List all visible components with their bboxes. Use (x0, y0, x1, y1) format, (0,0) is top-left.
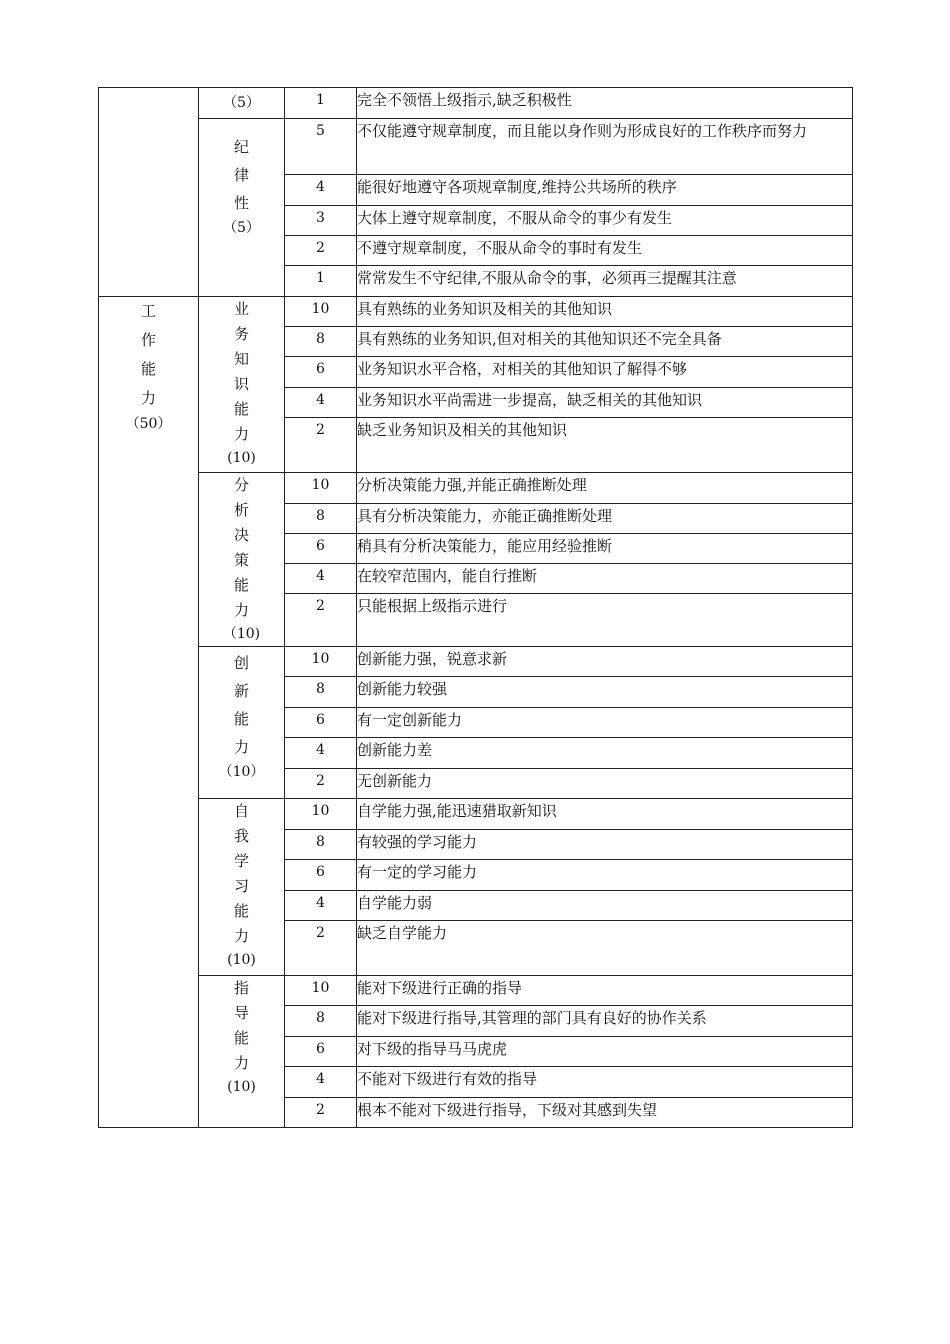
score-cell: 8 (285, 504, 357, 534)
score-cell: 8 (285, 327, 357, 357)
category-char: 作 (140, 331, 156, 349)
score-cell: 2 (285, 1098, 357, 1128)
score-cell: 2 (285, 236, 357, 266)
description-cell: 不仅能遵守规章制度，而且能以身作则为形成良好的工作秩序而努力 (357, 119, 853, 175)
table-row (99, 473, 853, 504)
score-cell: 8 (285, 830, 357, 860)
subcategory-weight: (10) (227, 952, 256, 968)
description-cell: 对下级的指导马马虎虎 (357, 1037, 853, 1067)
score-cell: 6 (285, 860, 357, 891)
subcategory-char: 力 (233, 738, 249, 756)
score-cell: 10 (285, 647, 357, 677)
subcategory-cell-selfstudy (199, 799, 285, 976)
description-cell: 只能根据上级指示进行 (357, 594, 853, 647)
category-cell-continued (99, 88, 199, 297)
subcategory-weight: (10) (227, 450, 256, 466)
description-cell: 能对下级进行指导,其管理的部门具有良好的协作关系 (357, 1006, 853, 1037)
score-cell: 6 (285, 1037, 357, 1067)
score-cell: 8 (285, 1006, 357, 1037)
subcategory-cell-analysis (199, 473, 285, 647)
subcategory-char: 能 (233, 400, 249, 418)
description-cell: 业务知识水平合格，对相关的其他知识了解得不够 (357, 357, 853, 388)
subcategory-weight: (10) (227, 1079, 256, 1095)
description-cell: 稍具有分析决策能力，能应用经验推断 (357, 534, 853, 564)
description-cell: 创新能力强，锐意求新 (357, 647, 853, 677)
description-cell: 自学能力弱 (357, 891, 853, 921)
subcategory-char: 力 (233, 927, 249, 945)
score-cell: 10 (285, 799, 357, 830)
score-cell: 4 (285, 175, 357, 206)
subcategory-char: 习 (233, 877, 249, 895)
category-char: 力 (140, 389, 156, 407)
score-cell: 6 (285, 357, 357, 388)
score-cell: 8 (285, 677, 357, 708)
subcategory-char: 律 (233, 166, 249, 184)
subcategory-weight: （10） (218, 764, 265, 780)
table-row (99, 647, 853, 677)
subcategory-char: 析 (233, 501, 249, 519)
description-cell: 不遵守规章制度，不服从命令的事时有发生 (357, 236, 853, 266)
subcategory-weight: （5） (223, 220, 260, 236)
score-cell: 4 (285, 388, 357, 418)
subcategory-char: 策 (233, 551, 249, 569)
score-cell: 1 (285, 88, 357, 119)
score-cell: 4 (285, 564, 357, 594)
table-row (99, 976, 853, 1006)
description-cell: 在较窄范围内，能自行推断 (357, 564, 853, 594)
table-row (99, 799, 853, 830)
description-cell: 能很好地遵守各项规章制度,维持公共场所的秩序 (357, 175, 853, 206)
subcategory-char: 能 (233, 576, 249, 594)
subcategory-char: 决 (233, 526, 249, 544)
score-cell: 2 (285, 418, 357, 473)
subcategory-char: 务 (233, 325, 249, 343)
description-cell: 具有分析决策能力，亦能正确推断处理 (357, 504, 853, 534)
subcategory-char: 分 (233, 476, 249, 494)
description-cell: 大体上遵守规章制度，不服从命令的事少有发生 (357, 206, 853, 236)
score-cell: 4 (285, 891, 357, 921)
description-cell: 具有熟练的业务知识,但对相关的其他知识还不完全具备 (357, 327, 853, 357)
score-cell: 10 (285, 297, 357, 327)
description-cell: 不能对下级进行有效的指导 (357, 1067, 853, 1098)
description-cell: 创新能力差 (357, 738, 853, 769)
score-cell: 2 (285, 769, 357, 799)
subcategory-cell-prev (199, 88, 285, 119)
description-cell: 分析决策能力强,并能正确推断处理 (357, 473, 853, 504)
evaluation-table (98, 87, 853, 1128)
description-cell: 缺乏业务知识及相关的其他知识 (357, 418, 853, 473)
score-cell: 4 (285, 1067, 357, 1098)
subcategory-char: 新 (233, 682, 249, 700)
description-cell: 缺乏自学能力 (357, 921, 853, 976)
subcategory-weight: （5） (223, 95, 260, 111)
subcategory-char: 识 (233, 375, 249, 393)
subcategory-char: 性 (233, 194, 249, 212)
score-cell: 10 (285, 473, 357, 504)
score-cell: 4 (285, 738, 357, 769)
subcategory-char: 力 (233, 425, 249, 443)
subcategory-char: 创 (233, 654, 249, 672)
category-char: 能 (140, 360, 156, 378)
subcategory-char: 指 (233, 979, 249, 997)
subcategory-weight: （10) (222, 626, 261, 642)
score-cell: 5 (285, 119, 357, 175)
subcategory-char: 自 (233, 802, 249, 820)
description-cell: 具有熟练的业务知识及相关的其他知识 (357, 297, 853, 327)
description-cell: 创新能力较强 (357, 677, 853, 708)
description-cell: 有一定创新能力 (357, 708, 853, 738)
description-cell: 有较强的学习能力 (357, 830, 853, 860)
score-cell: 1 (285, 266, 357, 297)
description-cell: 业务知识水平尚需进一步提高，缺乏相关的其他知识 (357, 388, 853, 418)
subcategory-char: 纪 (233, 138, 249, 156)
category-cell-work-ability (99, 297, 199, 1128)
subcategory-char: 导 (233, 1004, 249, 1022)
subcategory-char: 力 (233, 1054, 249, 1072)
subcategory-char: 能 (233, 902, 249, 920)
description-cell: 完全不领悟上级指示,缺乏积极性 (357, 88, 853, 119)
score-cell: 10 (285, 976, 357, 1006)
score-cell: 2 (285, 594, 357, 647)
subcategory-cell-innovation (199, 647, 285, 799)
subcategory-char: 业 (233, 300, 249, 318)
subcategory-char: 力 (233, 601, 249, 619)
score-cell: 6 (285, 534, 357, 564)
description-cell: 常常发生不守纪律,不服从命令的事，必须再三提醒其注意 (357, 266, 853, 297)
description-cell: 有一定的学习能力 (357, 860, 853, 891)
subcategory-cell-business (199, 297, 285, 473)
description-cell: 能对下级进行正确的指导 (357, 976, 853, 1006)
subcategory-cell-discipline (199, 119, 285, 297)
category-weight: （50） (125, 416, 172, 432)
category-char: 工 (140, 302, 156, 320)
subcategory-char: 我 (233, 827, 249, 845)
description-cell: 根本不能对下级进行指导，下级对其感到失望 (357, 1098, 853, 1128)
score-cell: 6 (285, 708, 357, 738)
subcategory-char: 能 (233, 710, 249, 728)
table-row (99, 119, 853, 175)
subcategory-char: 学 (233, 852, 249, 870)
description-cell: 无创新能力 (357, 769, 853, 799)
description-cell: 自学能力强,能迅速猎取新知识 (357, 799, 853, 830)
table-row (99, 297, 853, 327)
subcategory-cell-guidance (199, 976, 285, 1128)
subcategory-char: 能 (233, 1029, 249, 1047)
score-cell: 2 (285, 921, 357, 976)
subcategory-char: 知 (233, 350, 249, 368)
score-cell: 3 (285, 206, 357, 236)
table-row (99, 88, 853, 119)
